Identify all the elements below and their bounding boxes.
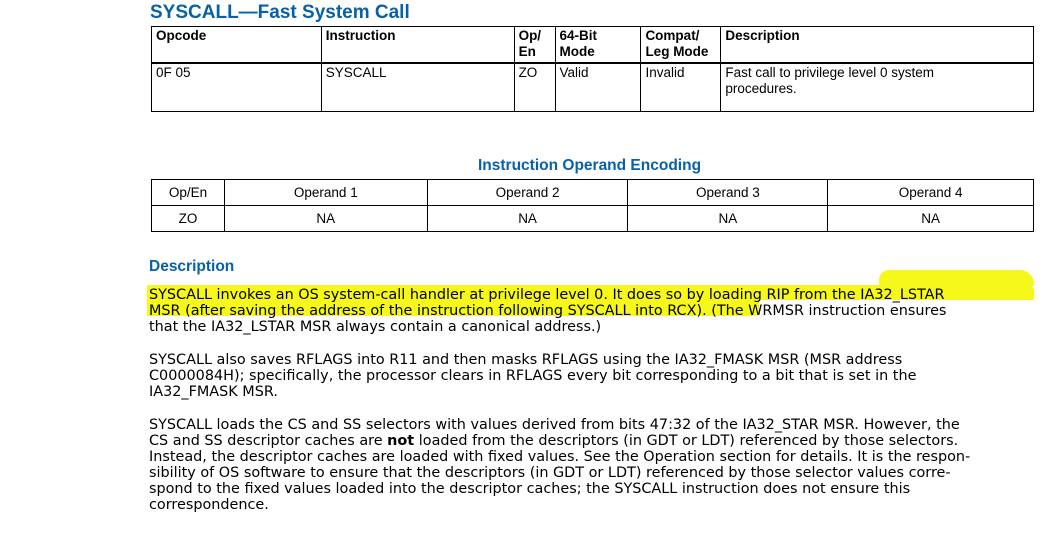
operand-encoding-table [151,179,1034,232]
cell-compat-leg-mode: Invalid [641,63,721,112]
description-paragraph-2 [149,352,1039,400]
cell-op-en: ZO [514,63,555,112]
description-heading: Description [149,258,235,275]
table-row [152,63,1034,112]
text-line: SYSCALL also saves RFLAGS into R11 and then masks RFLAGS using the IA32_FMASK MSR (MSR address [149,352,903,368]
highlight-mark [879,270,1034,286]
enc-header-operand-3: Operand 3 [628,180,828,206]
enc-cell-operand-2: NA [427,206,628,232]
text-line [149,433,1039,449]
table-row [152,206,1034,232]
header-64bit-mode: 64-Bit Mode [555,27,641,64]
opcode-table [151,26,1034,112]
description-paragraph-1 [149,287,1039,335]
text-line: correspondence. [149,497,269,513]
text-line: IA32_FMASK MSR. [149,384,278,400]
enc-header-operand-1: Operand 1 [224,180,427,206]
text-segment: CS and SS descriptor caches are [149,433,388,449]
text-segment: loaded from the descriptors (in GDT or LDT) referenced by those selectors. [414,433,959,449]
text-line: Instead, the descriptor caches are loaded with fixed values. See the Operation section for details. It is the respon- [149,449,971,465]
cell-64bit-mode: Valid [555,63,641,112]
header-instruction: Instruction [321,27,514,64]
text-line: SYSCALL loads the CS and SS selectors with values derived from bits 47:32 of the IA32_STAR MSR. However, the [149,417,960,433]
header-description: Description [721,27,1034,64]
enc-header-op-en: Op/En [152,180,225,206]
text-line: SYSCALL invokes an OS system-call handler at privilege level 0. It does so by loading RIP from the IA32_LSTAR [149,287,945,303]
enc-header-operand-4: Operand 4 [828,180,1034,206]
bold-text: not [387,433,415,449]
page-title: SYSCALL—Fast System Call [150,2,410,23]
enc-cell-operand-1: NA [224,206,427,232]
enc-cell-op-en: ZO [152,206,225,232]
text-line: that the IA32_LSTAR MSR always contain a canonical address.) [149,319,602,335]
description-paragraph-3 [149,417,1039,513]
text-line: MSR (after saving the address of the instruction following SYSCALL into RCX). (The WRMSR instruction ensures [149,303,947,319]
enc-header-operand-2: Operand 2 [427,180,628,206]
encoding-header-row [152,180,1034,206]
cell-opcode: 0F 05 [152,63,322,112]
cell-description: Fast call to privilege level 0 system procedures. [721,63,1034,112]
header-op-en: Op/ En [514,27,555,64]
encoding-table-title: Instruction Operand Encoding [478,157,702,174]
header-opcode: Opcode [152,27,322,64]
enc-cell-operand-4: NA [828,206,1034,232]
opcode-table-header-row [152,27,1034,64]
enc-cell-operand-3: NA [628,206,828,232]
cell-instruction: SYSCALL [321,63,514,112]
header-compat-leg-mode: Compat/ Leg Mode [641,27,721,64]
text-line: spond to the fixed values loaded into the descriptor caches; the SYSCALL instruction does not ensure this [149,481,911,497]
text-line: C0000084H); specifically, the processor clears in RFLAGS every bit corresponding to a bit that is set in the [149,368,917,384]
text-line: sibility of OS software to ensure that the descriptors (in GDT or LDT) referenced by those selector values corre- [149,465,951,481]
